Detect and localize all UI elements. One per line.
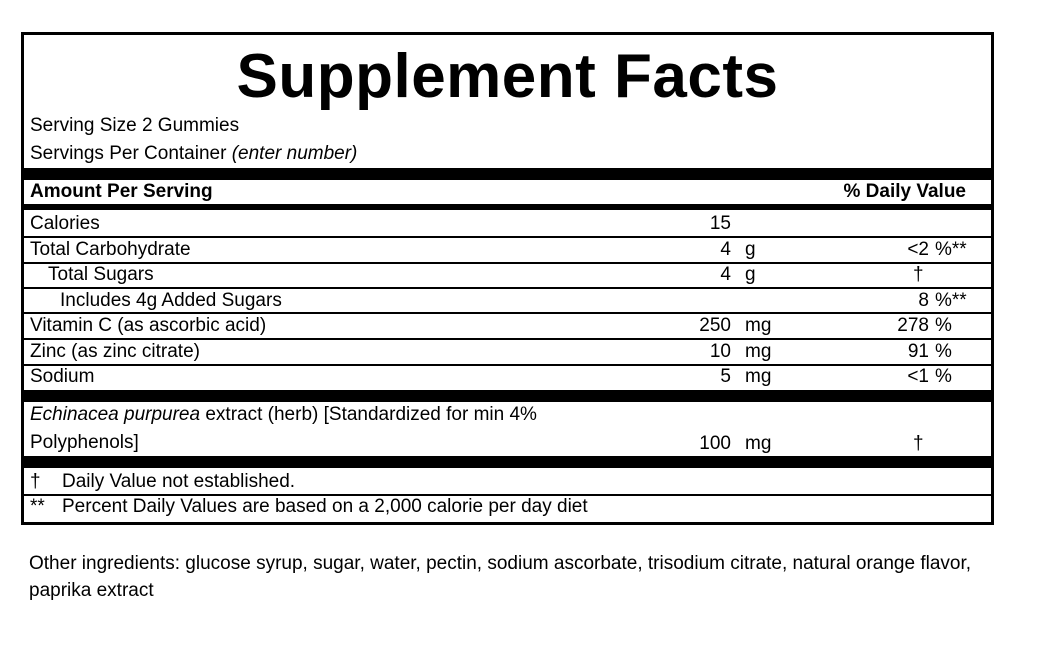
thick-divider bbox=[24, 456, 991, 468]
medium-divider bbox=[24, 204, 991, 210]
serving-size: Serving Size 2 Gummies bbox=[30, 115, 240, 136]
nutrient-dv: 91 bbox=[907, 341, 929, 362]
nutrient-unit: mg bbox=[745, 315, 772, 336]
nutrient-name: Total Carbohydrate bbox=[30, 239, 191, 260]
panel-title: Supplement Facts bbox=[236, 42, 779, 111]
servings-per-container bbox=[30, 142, 357, 166]
thick-divider bbox=[24, 390, 991, 402]
botanical-name-continued: Polyphenols] bbox=[30, 432, 139, 453]
nutrient-dv: 278 bbox=[897, 315, 929, 336]
thick-divider bbox=[24, 168, 991, 180]
divider-gap bbox=[829, 402, 929, 406]
nutrient-dv-symbol: %** bbox=[935, 290, 967, 311]
nutrient-unit: g bbox=[745, 239, 756, 260]
botanical-description: extract (herb) [Standardized for min 4% bbox=[200, 404, 537, 425]
nutrient-name: Calories bbox=[30, 213, 100, 234]
botanical-unit: mg bbox=[745, 433, 772, 454]
row-divider bbox=[24, 364, 991, 366]
nutrient-dv: <1 bbox=[907, 366, 929, 387]
nutrient-name: Includes 4g Added Sugars bbox=[60, 290, 282, 311]
servings-per-container-label: Servings Per Container bbox=[30, 143, 227, 164]
dagger-symbol: † bbox=[913, 264, 924, 285]
servings-per-container-value: (enter number) bbox=[231, 143, 358, 164]
botanical-latin-name: Echinacea purpurea bbox=[30, 404, 201, 425]
nutrient-unit: mg bbox=[745, 341, 772, 362]
nutrient-unit: g bbox=[745, 264, 756, 285]
nutrient-unit: mg bbox=[745, 366, 772, 387]
nutrient-name: Zinc (as zinc citrate) bbox=[30, 341, 200, 362]
nutrient-amount: 5 bbox=[720, 366, 731, 387]
nutrient-dv-symbol: %** bbox=[935, 239, 967, 260]
footnote-mark: † bbox=[30, 471, 41, 492]
other-ingredients: Other ingredients: glucose syrup, sugar, water, pectin, sodium ascorbate, trisodium citrate, natural orange flavor, paprika extract bbox=[29, 553, 972, 601]
nutrient-name: Total Sugars bbox=[48, 264, 154, 285]
nutrient-dv-symbol: % bbox=[935, 366, 952, 387]
nutrient-dv: <2 bbox=[907, 239, 929, 260]
nutrient-name: Vitamin C (as ascorbic acid) bbox=[30, 315, 267, 336]
nutrient-amount: 10 bbox=[709, 341, 731, 362]
botanical-amount: 100 bbox=[699, 433, 731, 454]
amount-per-serving-label: Amount Per Serving bbox=[30, 181, 213, 202]
nutrient-name: Sodium bbox=[30, 366, 95, 387]
supplement-facts-panel bbox=[21, 32, 994, 525]
botanical-name bbox=[30, 403, 537, 427]
nutrient-amount: 250 bbox=[699, 315, 731, 336]
nutrient-amount: 4 bbox=[720, 264, 731, 285]
nutrient-amount: 15 bbox=[709, 213, 731, 234]
row-divider bbox=[24, 262, 991, 264]
nutrient-dv-symbol: % bbox=[935, 341, 952, 362]
dagger-symbol: † bbox=[913, 433, 924, 454]
footnote-text: Percent Daily Values are based on a 2,000 calorie per day diet bbox=[62, 496, 588, 517]
nutrient-amount: 4 bbox=[720, 239, 731, 260]
nutrient-dv-symbol: % bbox=[935, 315, 952, 336]
daily-value-label: % Daily Value bbox=[843, 181, 966, 202]
footnote-text: Daily Value not established. bbox=[62, 471, 296, 492]
nutrient-dv: 8 bbox=[918, 290, 929, 311]
footnote-mark: ** bbox=[30, 496, 45, 517]
